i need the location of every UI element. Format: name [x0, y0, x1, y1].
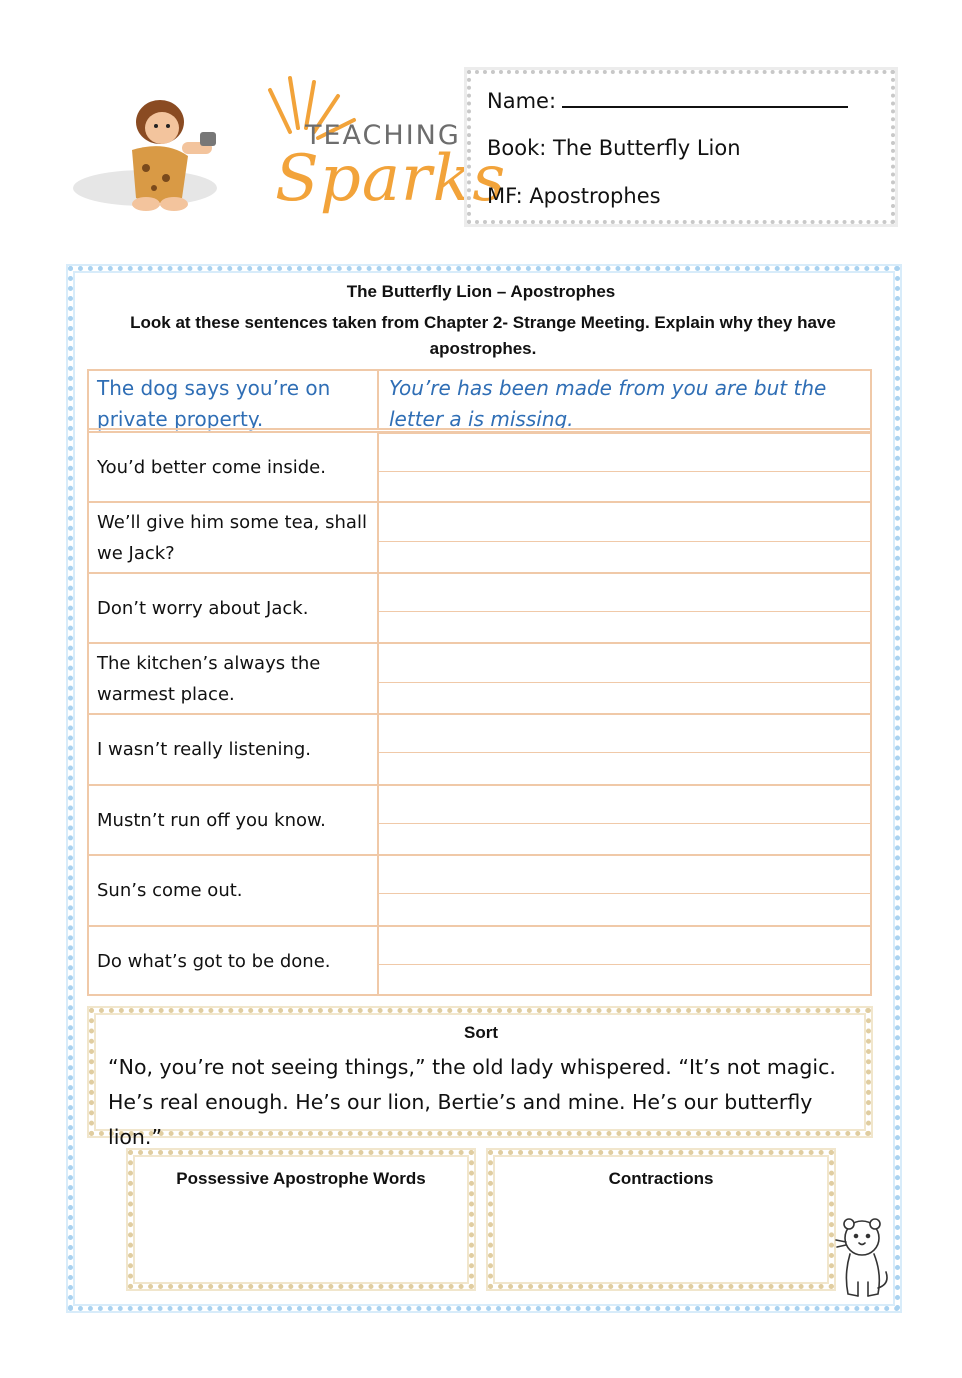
- table-row: [89, 501, 870, 572]
- table-row: [89, 431, 870, 502]
- possessive-bin[interactable]: [128, 1150, 474, 1289]
- sentence-cell: The kitchen’s always the warmest place.: [89, 644, 379, 713]
- sort-passage: [108, 1050, 868, 1155]
- answer-cell[interactable]: [379, 503, 870, 572]
- teaching-sparks-logo: [70, 70, 507, 220]
- sort-title: Sort: [464, 1023, 498, 1042]
- sentence-cell: Mustn’t run off you know.: [89, 786, 379, 855]
- apostrophe-table: [87, 369, 872, 996]
- sentence-cell: Sun’s come out.: [89, 856, 379, 925]
- logo-big-text: Sparks: [275, 142, 507, 216]
- worksheet-title: The Butterfly Lion – Apostrophes: [346, 282, 616, 301]
- example-underline: [89, 428, 870, 430]
- name-underline[interactable]: [562, 88, 848, 108]
- answer-line: [379, 541, 870, 542]
- table-row: [89, 784, 870, 855]
- table-row: [89, 572, 870, 643]
- contractions-bin-title: Contractions: [608, 1169, 714, 1188]
- example-row: [89, 371, 870, 429]
- name-field[interactable]: [487, 88, 848, 113]
- sentence-cell: I wasn’t really listening.: [89, 715, 379, 784]
- worksheet-instruction: Look at these sentences taken from Chapter 2- Strange Meeting. Explain why they have apostrophes.: [130, 313, 836, 358]
- sentence-cell: You’d better come inside.: [89, 433, 379, 502]
- name-label: Name:: [487, 89, 557, 113]
- answer-line: [379, 682, 870, 683]
- sort-passage-line: He’s real enough. He’s our lion, Bertie’s and mine. He’s our butterfly lion.”: [108, 1090, 813, 1149]
- answer-cell[interactable]: [379, 574, 870, 643]
- answer-cell[interactable]: [379, 786, 870, 855]
- possessive-bin-title: Possessive Apostrophe Words: [176, 1169, 426, 1188]
- example-sentence: The dog says you’re on private property.: [89, 371, 379, 429]
- logo-top-text: TEACHING: [305, 120, 461, 151]
- table-row: [89, 713, 870, 784]
- info-box: [467, 70, 895, 224]
- table-row: [89, 642, 870, 713]
- table-row: [89, 854, 870, 925]
- answer-line: [379, 964, 870, 965]
- answer-line: [379, 752, 870, 753]
- book-label: Book: The Butterfly Lion: [487, 136, 741, 160]
- sentence-cell: We’ll give him some tea, shall we Jack?: [89, 503, 379, 572]
- answer-line: [379, 893, 870, 894]
- table-row: [89, 925, 870, 996]
- answer-cell[interactable]: [379, 644, 870, 713]
- answer-cell[interactable]: [379, 856, 870, 925]
- answer-line: [379, 611, 870, 612]
- lion-cub-icon: [828, 1212, 894, 1302]
- focus-label: MF: Apostrophes: [487, 184, 661, 208]
- sentence-cell: Don’t worry about Jack.: [89, 574, 379, 643]
- answer-cell[interactable]: [379, 715, 870, 784]
- answer-line: [379, 433, 870, 434]
- answer-cell[interactable]: [379, 927, 870, 996]
- example-answer: You’re has been made from you are but the letter a is missing.: [389, 376, 827, 431]
- sort-passage-line: “No, you’re not seeing things,” the old lady whispered. “It’s not magic.: [108, 1055, 836, 1079]
- answer-line: [379, 823, 870, 824]
- contractions-bin[interactable]: [488, 1150, 834, 1289]
- sentence-cell: Do what’s got to be done.: [89, 927, 379, 996]
- answer-cell[interactable]: [379, 433, 870, 502]
- answer-line: [379, 471, 870, 472]
